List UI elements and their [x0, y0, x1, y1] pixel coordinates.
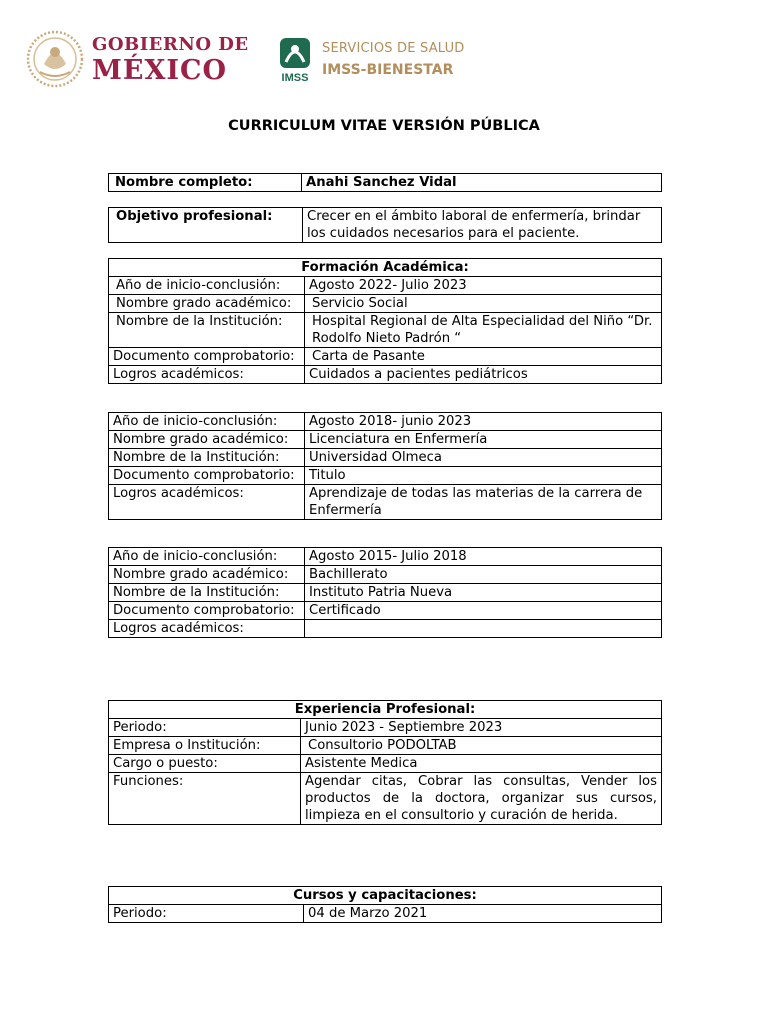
funciones-label: Funciones: [109, 773, 301, 825]
inicio-value: Agosto 2018- junio 2023 [305, 413, 662, 431]
gob-line1: GOBIERNO DE [92, 34, 249, 55]
grado-label: Nombre grado académico: [109, 431, 305, 449]
logros-value [305, 620, 662, 638]
documento-label: Documento comprobatorio: [109, 467, 305, 485]
grado-value: Bachillerato [305, 566, 662, 584]
documento-label: Documento comprobatorio: [109, 348, 305, 366]
cursos-periodo-label: Periodo: [109, 905, 304, 923]
institucion-value: Universidad Olmeca [305, 449, 662, 467]
nombre-label: Nombre completo: [109, 174, 302, 192]
objetivo-table [108, 207, 662, 243]
imss-line1: SERVICIOS DE SALUD [322, 41, 465, 56]
logros-value: Aprendizaje de todas las materias de la carrera de Enfermería [305, 485, 662, 520]
grado-value: Licenciatura en Enfermería [305, 431, 662, 449]
institucion-label: Nombre de la Institución: [109, 313, 305, 348]
nombre-value: Anahi Sanchez Vidal [302, 174, 662, 192]
formacion-table-3 [108, 547, 662, 638]
gob-line2: MÉXICO [92, 55, 228, 86]
objetivo-label: Objetivo profesional: [109, 208, 303, 243]
grado-value: Servicio Social [305, 295, 662, 313]
logros-label: Logros académicos: [109, 366, 305, 384]
objetivo-value: Crecer en el ámbito laboral de enfermería, brindar los cuidados necesarios para el paciente. [303, 208, 662, 243]
empresa-label: Empresa o Institución: [109, 737, 301, 755]
empresa-value: Consultorio PODOLTAB [301, 737, 662, 755]
gobierno-de-mexico-logo [92, 36, 249, 84]
inicio-label: Año de inicio-conclusión: [109, 277, 305, 295]
grado-label: Nombre grado académico: [109, 566, 305, 584]
cursos-periodo-value: 04 de Marzo 2021 [304, 905, 662, 923]
institucion-value: Hospital Regional de Alta Especialidad del Niño “Dr. Rodolfo Nieto Padrón “ [305, 313, 662, 348]
funciones-value: Agendar citas, Cobrar las consultas, Vender los productos de la doctora, organizar sus cursos, limpieza en el consultorio y curación de herida. [301, 773, 662, 825]
cargo-value: Asistente Medica [301, 755, 662, 773]
nombre-table [108, 173, 662, 192]
documento-value: Carta de Pasante [305, 348, 662, 366]
institucion-label: Nombre de la Institución: [109, 449, 305, 467]
documento-value: Certificado [305, 602, 662, 620]
inicio-label: Año de inicio-conclusión: [109, 413, 305, 431]
experiencia-table [108, 700, 662, 825]
inicio-value: Agosto 2022- Julio 2023 [305, 277, 662, 295]
cursos-table [108, 886, 662, 923]
cursos-heading: Cursos y capacitaciones: [109, 887, 662, 905]
inicio-value: Agosto 2015- Julio 2018 [305, 548, 662, 566]
institucion-label: Nombre de la Institución: [109, 584, 305, 602]
imss-wordmark: IMSS [281, 72, 309, 84]
inicio-label: Año de inicio-conclusión: [109, 548, 305, 566]
imss-bienestar-text [322, 42, 465, 77]
imss-line2: IMSS-BIENESTAR [322, 62, 454, 78]
documento-label: Documento comprobatorio: [109, 602, 305, 620]
cargo-label: Cargo o puesto: [109, 755, 301, 773]
document-title: CURRICULUM VITAE VERSIÓN PÚBLICA [228, 118, 540, 134]
periodo-value: Junio 2023 - Septiembre 2023 [301, 719, 662, 737]
formacion-table-1 [108, 258, 662, 384]
documento-value: Titulo [305, 467, 662, 485]
logros-label: Logros académicos: [109, 620, 305, 638]
mexico-seal-logo [26, 28, 84, 90]
formacion-table-2 [108, 412, 662, 520]
periodo-label: Periodo: [109, 719, 301, 737]
experiencia-heading: Experiencia Profesional: [109, 701, 662, 719]
grado-label: Nombre grado académico: [109, 295, 305, 313]
logros-label: Logros académicos: [109, 485, 305, 520]
institucion-value: Instituto Patria Nueva [305, 584, 662, 602]
formacion-heading: Formación Académica: [109, 259, 662, 277]
imss-logo [276, 38, 314, 84]
logros-value: Cuidados a pacientes pediátricos [305, 366, 662, 384]
